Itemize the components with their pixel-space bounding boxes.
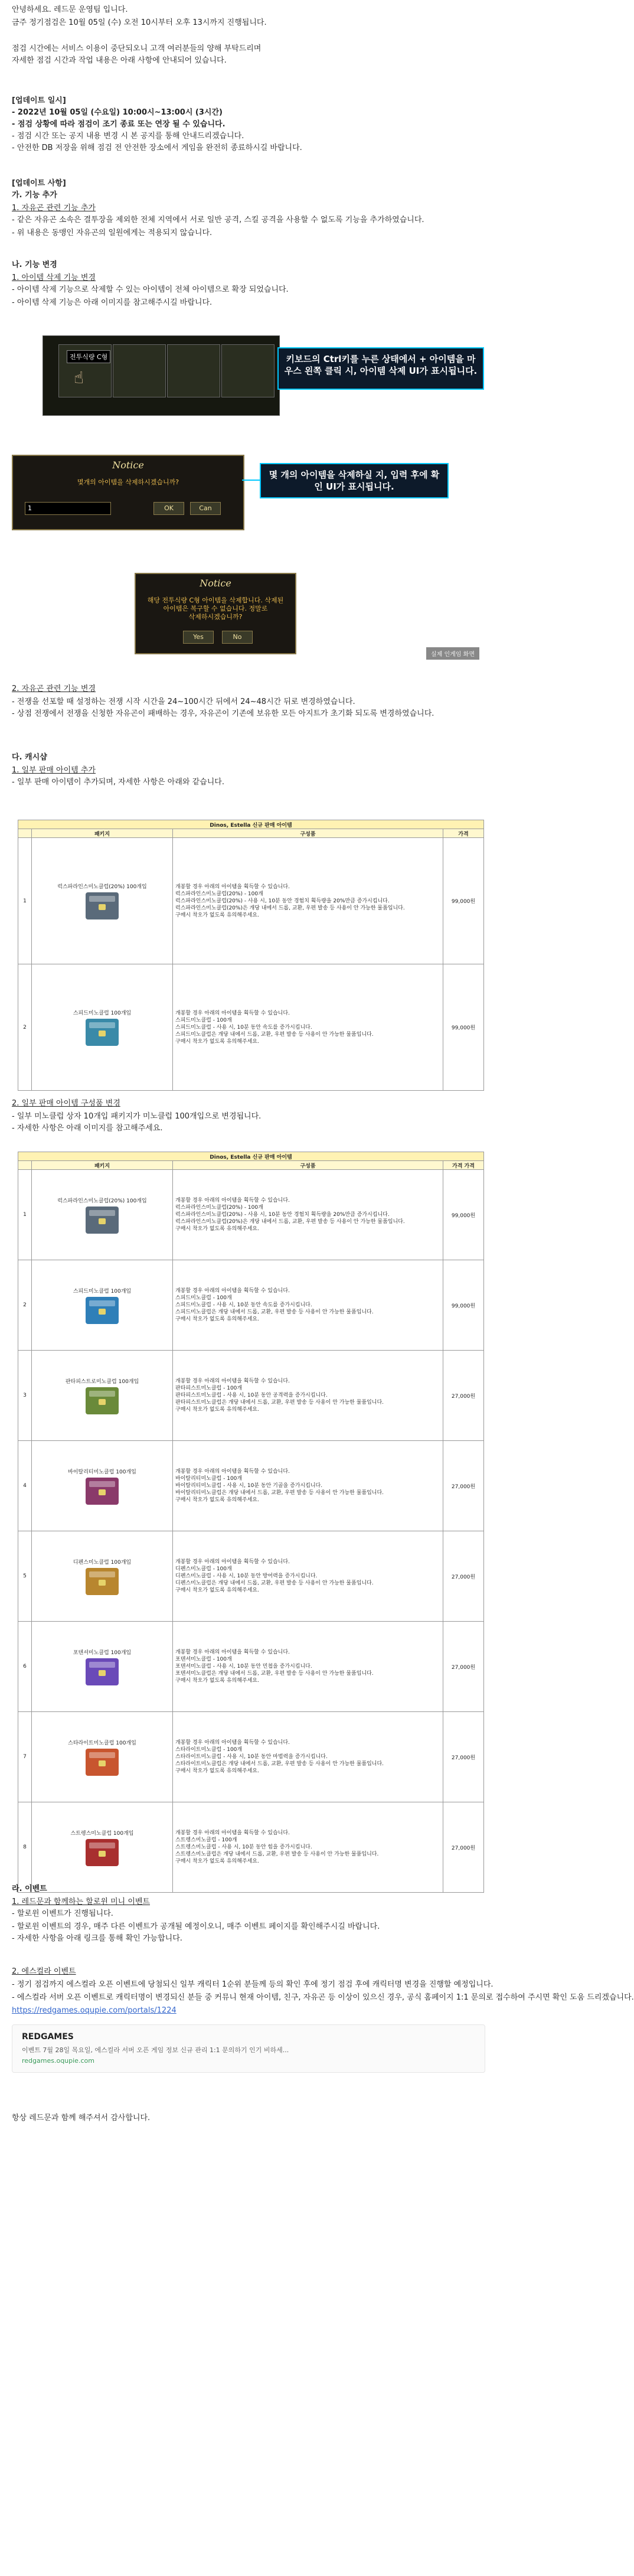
contents-line: 디펜스미노클럽 - 100개	[175, 1566, 232, 1572]
contents-cell	[173, 1531, 443, 1622]
callout-box: 키보드의 Ctrl키를 누른 상태에서 + 아이템을 마우스 왼쪽 클릭 시, 아이템 삭제 UI가 표시됩니다.	[277, 347, 484, 390]
table-header: 패키지	[32, 829, 173, 838]
contents-cell	[173, 1802, 443, 1893]
schedule-line: - 점검 상황에 따라 점검이 조기 종료 또는 연장 될 수 있습니다.	[12, 120, 226, 129]
contents-line: 포텐셔미노클럽 - 사용 시, 10분 동안 민첩을 증가시킵니다.	[175, 1664, 312, 1669]
closing-line: 항상 레드문과 함께 해주셔서 감사합니다.	[12, 2114, 151, 2122]
row-number: 5	[18, 1531, 32, 1622]
contents-line: 스타라이트미노클럽 - 100개	[175, 1747, 243, 1753]
intro-line: 점검 시간에는 서비스 이용이 중단되오니 고객 여러분들의 양해 부탁드리며	[12, 44, 262, 53]
item-slot	[221, 344, 274, 397]
contents-line: 럭스파라인스미노클럽(20%) - 100개	[175, 1205, 263, 1211]
item-slot	[113, 344, 166, 397]
table-header	[18, 829, 32, 838]
delete-quantity-dialog	[12, 455, 244, 530]
contents-line: 바이탈리티미노클럽 - 사용 시, 10분 동안 기골을 증가시킵니다.	[175, 1483, 323, 1489]
table-row	[18, 1531, 484, 1622]
contents-line: 럭스파라인스미노클럽(20%) - 사용 시, 10분 동안 경험치 획득량을 20%만큼 증가시킵니다.	[175, 1212, 390, 1218]
contents-cell	[173, 838, 443, 964]
event-link[interactable]: https://redgames.oqupie.com/portals/1224	[12, 2006, 177, 2015]
content-title: [업데이트 사항]	[12, 179, 66, 188]
dialog-message: 몇개의 아이템을 삭제하시겠습니까?	[77, 478, 179, 486]
row-number: 2	[18, 964, 32, 1091]
contents-line: 구매시 착오가 없도록 유의해주세요.	[175, 1858, 259, 1864]
contents-line: 구매시 착오가 없도록 유의해주세요.	[175, 1407, 259, 1413]
delete-confirm-dialog	[135, 573, 296, 654]
body-line: - 자세한 사항을 아래 링크를 통해 확인 가능합니다.	[12, 1934, 182, 1943]
contents-line: 스피드미노클럽 - 100개	[175, 1295, 232, 1301]
body-line: - 상점 전쟁에서 전쟁을 신청한 자유곤이 패배하는 경우, 자유곤이 기존에 보유한 모든 아지트가 초기화 되도록 변경하였습니다.	[12, 709, 434, 718]
price-cell: 27,000원	[443, 1802, 484, 1893]
ingame-badge: 실제 인게임 화면	[426, 647, 479, 660]
dialog-message: 해당 전투식량 C형 아이템을 삭제합니다. 삭제된	[147, 596, 284, 604]
subsection-heading: 2. 에스컬라 이벤트	[12, 1967, 76, 1976]
new-items-table	[18, 820, 484, 1091]
contents-line: 구매시 착오가 없도록 유의해주세요.	[175, 1587, 259, 1593]
item-slot	[167, 344, 220, 397]
package-name: 스피드미노클럽 100개입	[73, 1010, 132, 1016]
row-number: 4	[18, 1441, 32, 1531]
yes-button[interactable]: Yes	[183, 631, 214, 644]
contents-line: 디펜스미노클럽 - 사용 시, 10분 동안 방어력을 증가시킵니다.	[175, 1573, 318, 1579]
contents-line: 포텐셔미노클럽 - 100개	[175, 1657, 232, 1662]
contents-line: 구매시 착오가 없도록 유의해주세요.	[175, 912, 259, 918]
chest-icon	[86, 1207, 119, 1234]
contents-line: 스피드미노클럽은 개당 내에서 드롭, 교환, 우편 발송 등 사용이 안 가능한 물품입니다.	[175, 1309, 374, 1315]
contents-line: 개봉할 경우 아래의 아이템을 획득할 수 있습니다.	[175, 1288, 290, 1294]
price-cell: 99,000원	[443, 1260, 484, 1351]
table-header: 구성품	[173, 829, 443, 838]
package-name: 럭스파라인스미노클럽(20%) 100개입	[57, 884, 147, 890]
subsection-heading: 1. 일부 판매 아이템 추가	[12, 766, 96, 775]
section-heading: 나. 기능 변경	[12, 260, 57, 269]
dialog-message: 아이템은 복구할 수 없습니다. 정말로	[163, 605, 268, 612]
contents-line: 럭스파라인스미노클럽(20%)은 개당 내에서 드롭, 교환, 우편 발송 등 사용이 안 가능한 물품입니다.	[175, 905, 405, 911]
contents-line: 개봉할 경우 아래의 아이템을 획득할 수 있습니다.	[175, 1378, 290, 1384]
contents-cell	[173, 1622, 443, 1712]
intro-line: 금주 정기점검은 10월 05일 (수) 오전 10시부터 오후 13시까지 진행됩니다.	[12, 18, 267, 27]
contents-line: 구매시 착오가 없도록 유의해주세요.	[175, 1316, 259, 1322]
card-title: REDGAMES	[22, 2032, 74, 2042]
contents-line: 바이탈리티미노클럽은 개당 내에서 드롭, 교환, 우편 발송 등 사용이 안 가능한 물품입니다.	[175, 1490, 384, 1496]
body-line: - 아이템 삭제 기능은 아래 이미지를 참고해주시길 바랍니다.	[12, 298, 213, 307]
contents-line: 판타피스트미노클럽 - 사용 시, 10분 동안 공격력을 증가시킵니다.	[175, 1393, 328, 1398]
subsection-heading: 2. 자유곤 관련 기능 변경	[12, 684, 96, 693]
contents-line: 개봉할 경우 아래의 아이템을 획득할 수 있습니다.	[175, 1010, 290, 1016]
price-cell: 27,000원	[443, 1441, 484, 1531]
callout-connector	[242, 480, 260, 481]
body-line: - 일부 판매 아이템이 추가되며, 자세한 사항은 아래와 같습니다.	[12, 778, 224, 787]
section-heading: 라. 이벤트	[12, 1884, 47, 1893]
chest-icon	[86, 1839, 119, 1866]
price-cell: 27,000원	[443, 1712, 484, 1802]
row-number: 6	[18, 1622, 32, 1712]
contents-line: 스피드미노클럽 - 사용 시, 10분 동안 속도를 증가시킵니다.	[175, 1024, 312, 1031]
card-site: redgames.oqupie.com	[22, 2057, 94, 2065]
contents-line: 디펜스미노클럽은 개당 내에서 드롭, 교환, 우편 발송 등 사용이 안 가능한 물품입니다.	[175, 1580, 374, 1586]
table-header: 가격 가격	[443, 1161, 484, 1170]
row-number: 7	[18, 1712, 32, 1802]
section-heading: 다. 캐시샵	[12, 753, 47, 762]
contents-line: 구매시 착오가 없도록 유의해주세요.	[175, 1497, 259, 1503]
section-heading: 가. 기능 추가	[12, 191, 57, 200]
contents-line: 스피드미노클럽은 개당 내에서 드롭, 교환, 우편 발송 등 사용이 안 가능한 물품입니다.	[175, 1031, 374, 1038]
table-row	[18, 1260, 484, 1351]
contents-cell	[173, 1351, 443, 1441]
table-row	[18, 1802, 484, 1893]
table-header: 구성품	[173, 1161, 443, 1170]
contents-line: 개봉할 경우 아래의 아이템을 획득할 수 있습니다.	[175, 1469, 290, 1475]
table-row	[18, 1351, 484, 1441]
price-cell: 99,000원	[443, 838, 484, 964]
package-cell	[32, 838, 173, 964]
contents-cell	[173, 1260, 443, 1351]
link-preview-card[interactable]	[12, 2024, 485, 2073]
chest-icon	[86, 1568, 119, 1595]
body-line: - 전쟁을 선포할 때 설정하는 전쟁 시작 시간을 24~100시간 뒤에서 24~48시간 뒤로 변경하였습니다.	[12, 697, 355, 706]
contents-line: 개봉할 경우 아래의 아이템을 획득할 수 있습니다.	[175, 1198, 290, 1204]
price-cell: 99,000원	[443, 964, 484, 1091]
contents-cell	[173, 964, 443, 1091]
contents-line: 스트렝스미노클럽 - 사용 시, 10분 동안 힘을 증가시킵니다.	[175, 1844, 312, 1850]
contents-line: 구매시 착오가 없도록 유의해주세요.	[175, 1678, 259, 1684]
body-line: - 할로윈 이벤트가 진행됩니다.	[12, 1909, 113, 1918]
contents-line: 판타피스트미노클럽 - 100개	[175, 1385, 243, 1391]
table-row	[18, 1170, 484, 1260]
body-line: - 같은 자유곤 소속은 결투장을 제외한 전체 지역에서 서로 일반 공격, 스킬 공격을 사용할 수 없도록 기능을 추가하였습니다.	[12, 216, 424, 224]
schedule-line: - 2022년 10월 05일 (수요일) 10:00시~13:00시 (3시간)	[12, 108, 223, 117]
table-caption: Dinos, Estella 신규 판매 아이템	[18, 820, 484, 829]
table-row	[18, 1622, 484, 1712]
package-cell	[32, 964, 173, 1091]
subsection-heading: 2. 일부 판매 아이템 구성품 변경	[12, 1099, 120, 1108]
contents-line: 개봉할 경우 아래의 아이템을 획득할 수 있습니다.	[175, 1649, 290, 1655]
package-cell	[32, 1351, 173, 1441]
table-caption: Dinos, Estella 신규 판매 아이템	[18, 1152, 484, 1161]
quantity-input[interactable]: 1	[25, 502, 111, 515]
package-name: 럭스파라인스미노클럽(20%) 100개입	[57, 1198, 147, 1204]
price-cell: 27,000원	[443, 1531, 484, 1622]
contents-line: 개봉할 경우 아래의 아이템을 획득할 수 있습니다.	[175, 1740, 290, 1746]
contents-cell	[173, 1441, 443, 1531]
table-row	[18, 1441, 484, 1531]
contents-line: 구매시 착오가 없도록 유의해주세요.	[175, 1226, 259, 1232]
contents-line: 스피드미노클럽 - 100개	[175, 1017, 232, 1023]
row-number: 1	[18, 1170, 32, 1260]
ok-button[interactable]: OK	[153, 502, 184, 515]
contents-line: 판타피스트미노클럽은 개당 내에서 드롭, 교환, 우편 발송 등 사용이 안 가능한 물품입니다.	[175, 1400, 384, 1406]
contents-line: 스피드미노클럽 - 사용 시, 10분 동안 속도를 증가시킵니다.	[175, 1302, 312, 1308]
table-row	[18, 964, 484, 1091]
price-cell: 99,000원	[443, 1170, 484, 1260]
table-header	[18, 1161, 32, 1170]
body-line: - 에스컬라 서버 오픈 이벤트로 캐릭터명이 변경되신 분들 중 커뮤니 현재 아이템, 친구, 자유곤 등 이상이 있으신 경우, 공식 홈페이지 1:1 문의로 접수하여 주시면 확인 도움 드리겠습니다.	[12, 1993, 634, 2002]
package-cell	[32, 1802, 173, 1893]
package-cell	[32, 1622, 173, 1712]
package-name: 스타라이트미노클럽 100개입	[68, 1740, 136, 1746]
schedule-line: - 안전한 DB 저장을 위해 점검 전 안전한 장소에서 게임을 완전히 종료하시길 바랍니다.	[12, 144, 302, 152]
hand-cursor-icon: ☝	[74, 368, 84, 387]
intro-line: 안녕하세요. 레드문 운영팀 입니다.	[12, 5, 128, 14]
package-name: 스트렝스미노클럽 100개입	[70, 1830, 134, 1837]
package-cell	[32, 1441, 173, 1531]
contents-line: 개봉할 경우 아래의 아이템을 획득할 수 있습니다.	[175, 883, 290, 890]
dialog-message: 삭제하시겠습니까?	[188, 613, 243, 621]
contents-line: 럭스파라인스미노클럽(20%) - 100개	[175, 891, 263, 897]
body-line: - 아이템 삭제 기능으로 삭제할 수 있는 아이템이 전체 아이템으로 확장 되었습니다.	[12, 285, 289, 294]
package-cell	[32, 1260, 173, 1351]
subsection-heading: 1. 레드문과 함께하는 할로윈 미니 이벤트	[12, 1897, 150, 1906]
item-tooltip: 전투식량 C형	[67, 350, 110, 363]
contents-line: 바이탈리티미노클럽 - 100개	[175, 1476, 243, 1482]
package-name: 디펜스미노클럽 100개입	[73, 1559, 132, 1566]
contents-line: 개봉할 경우 아래의 아이템을 획득할 수 있습니다.	[175, 1830, 290, 1836]
chest-icon	[86, 1297, 119, 1324]
chest-icon	[86, 1749, 119, 1776]
package-cell	[32, 1170, 173, 1260]
table-header: 가격	[443, 829, 484, 838]
subsection-heading: 1. 자유곤 관련 기능 추가	[12, 204, 96, 213]
contents-cell	[173, 1170, 443, 1260]
package-name: 바이탈리티미노클럽 100개입	[68, 1469, 136, 1475]
dialog-title: Notice	[200, 578, 231, 589]
body-line: - 정기 점검까지 에스컬라 오픈 이벤트에 당첨되신 일부 캐릭터 1순위 분들께 등의 확인 후에 정기 점검 후에 캐릭터명 변경을 진행할 예정입니다.	[12, 1980, 494, 1989]
price-cell: 27,000원	[443, 1622, 484, 1712]
chest-icon	[86, 1478, 119, 1505]
row-number: 1	[18, 838, 32, 964]
body-line: - 자세한 사항은 아래 이미지를 참고해주세요.	[12, 1124, 163, 1133]
row-number: 2	[18, 1260, 32, 1351]
package-name: 포텐셔미노클럽 100개입	[73, 1649, 132, 1656]
changed-items-table	[18, 1152, 484, 1893]
contents-line: 스타라이트미노클럽은 개당 내에서 드롭, 교환, 우편 발송 등 사용이 안 가능한 물품입니다.	[175, 1761, 384, 1767]
body-line: - 일부 미노클럽 상자 10개입 패키지가 미노클럽 100개입으로 변경됩니다.	[12, 1112, 262, 1121]
contents-line: 스트렝스미노클럽은 개당 내에서 드롭, 교환, 우편 발송 등 사용이 안 가능한 물품입니다.	[175, 1851, 379, 1857]
chest-icon	[86, 1387, 119, 1414]
no-button[interactable]: No	[222, 631, 253, 644]
table-row	[18, 1712, 484, 1802]
contents-line: 스트렝스미노클럽 - 100개	[175, 1837, 237, 1843]
table-row	[18, 838, 484, 964]
package-name: 스피드미노클럽 100개입	[73, 1288, 132, 1294]
contents-line: 구매시 착오가 없도록 유의해주세요.	[175, 1038, 259, 1045]
price-cell: 27,000원	[443, 1351, 484, 1441]
chest-icon	[86, 1019, 119, 1046]
subsection-heading: 1. 아이템 삭제 기능 변경	[12, 273, 96, 282]
schedule-line: - 점검 시간 또는 공지 내용 변경 시 본 공지를 통해 안내드리겠습니다.	[12, 132, 244, 141]
contents-line: 럭스파라인스미노클럽(20%)은 개당 내에서 드롭, 교환, 우편 발송 등 사용이 안 가능한 물품입니다.	[175, 1219, 405, 1225]
package-name: 판타피스트로미노클럽 100개입	[65, 1378, 139, 1385]
contents-line: 구매시 착오가 없도록 유의해주세요.	[175, 1768, 259, 1774]
package-cell	[32, 1531, 173, 1622]
intro-line: 자세한 점검 시간과 작업 내용은 아래 사항에 안내되어 있습니다.	[12, 56, 227, 65]
contents-cell	[173, 1712, 443, 1802]
row-number: 8	[18, 1802, 32, 1893]
chest-icon	[86, 1658, 119, 1685]
callout-box: 몇 개의 아이템을 삭제하실 지, 입력 후에 확인 UI가 표시됩니다.	[260, 463, 449, 498]
contents-line: 개봉할 경우 아래의 아이템을 획득할 수 있습니다.	[175, 1559, 290, 1565]
card-description: 이벤트 7월 28일 목요일, 에스컬라 서버 오픈 게임 정보 신규 관리 1:1 문의하기 인기 비하세...	[22, 2046, 289, 2054]
dialog-title: Notice	[112, 459, 144, 471]
chest-icon	[86, 892, 119, 919]
schedule-title: [업데이트 일시]	[12, 96, 66, 105]
contents-line: 럭스파라인스미노클럽(20%) - 사용 시, 10분 동안 경험치 획득량을 20%만큼 증가시킵니다.	[175, 898, 390, 904]
table-header: 패키지	[32, 1161, 173, 1170]
package-cell	[32, 1712, 173, 1802]
body-line: - 위 내용은 동맹인 자유곤의 일원에게는 적용되지 않습니다.	[12, 229, 213, 237]
body-line: - 할로윈 이벤트의 경우, 매주 다른 이벤트가 공개될 예정이오니, 매주 이벤트 페이지를 확인해주시길 바랍니다.	[12, 1922, 380, 1931]
contents-line: 포텐셔미노클럽은 개당 내에서 드롭, 교환, 우편 발송 등 사용이 안 가능한 물품입니다.	[175, 1671, 374, 1677]
contents-line: 스타라이트미노클럽 - 사용 시, 10분 동안 마법력을 증가시킵니다.	[175, 1754, 328, 1760]
row-number: 3	[18, 1351, 32, 1441]
cancel-button[interactable]: Can	[190, 502, 221, 515]
inventory-screenshot	[43, 335, 280, 416]
